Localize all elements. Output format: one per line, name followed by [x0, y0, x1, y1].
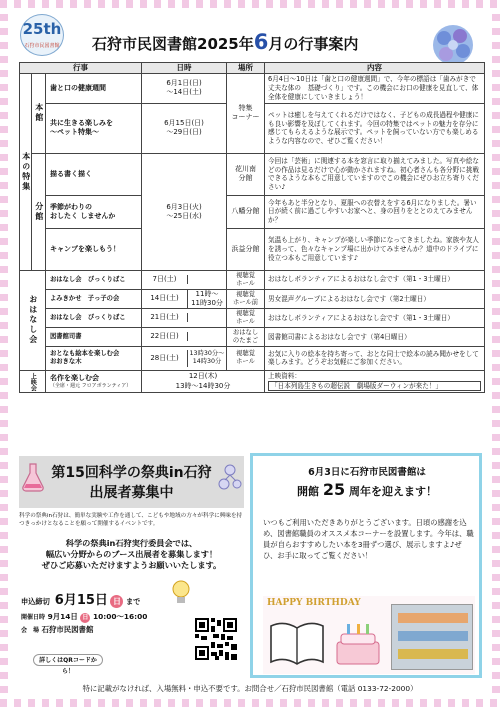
header-event: 行事	[20, 63, 142, 74]
event-date: 7日(土)	[142, 270, 227, 289]
event-desc: ペットは癒しを与えてくれるだけではなく、子どもの成長過程や健康にも良い影響を及ぼしてくれます。今回の特集ではペットの魅力を存分に感じてもらえるような展示です。ペットを飼っていない方でも楽しめるような内容なので、ぜひご覧ください！	[265, 103, 485, 153]
event-time: 13時30分〜 14時30分	[189, 350, 225, 366]
event-desc: お気に入りの絵本を持ち寄って、おとな同士で絵本の読み聞かせをして楽しみます。どうぞお気軽にご参加ください。	[265, 346, 485, 370]
event-desc: 図書館司書によるおはなし会です（第4日曜日）	[265, 327, 485, 346]
event-name: おはなし会 ぴっくりばこ	[46, 270, 142, 289]
cake-icon	[331, 618, 385, 670]
section-label-ohanashi: おはなし会	[20, 270, 46, 370]
event-name: 名作を楽しむ会 （全席・週元 フロアボランティア）	[46, 370, 142, 392]
event-name: よみきかせ 子っ子の会	[46, 289, 142, 308]
deadline: 申込締切 6月15日 日 まで	[21, 593, 141, 608]
event-desc: 今回は「芸術」に関連する本を窓言に取り揃えてみました。写真や絵などの作品は見るだけで心が動かされますね。初心者さんも各分野に挑戦できるような本もご用意していますのでこの機会にぜひお立ち寄りください♪	[265, 153, 485, 195]
event-date: 28日(土) 13時30分〜 14時30分	[142, 346, 227, 370]
event-desc: 気温も上がり、キャンプが楽しい季節になってきましたね。家族や友人を誘って、色々なキャンプ場に出かけてみませんか？道中のドライブに役立つ本もご用意しています♪	[265, 228, 485, 270]
anniversary-body: いつもご利用いただきありがとうございます。日頃の感謝を込め、図書館職員のオススメ本コーナーを設置します。今年は、職員が自らおすすめしたい本を3冊ずつ選び、展示しますよ♪ぜひ、お手に取ってご覧ください！	[263, 518, 474, 560]
section-label-movie: 上映会	[20, 370, 46, 392]
event-desc: 男女混声グループによるおはなし会です（第2土曜日）	[265, 289, 485, 308]
flask-icon	[21, 462, 45, 492]
page-title: 石狩市民図書館2025年6月の行事案内	[92, 30, 359, 54]
table-row	[20, 228, 485, 270]
anniversary-panel	[250, 453, 482, 678]
science-title: 第15回科学の祭典in石狩 出展者募集中	[19, 456, 244, 508]
header-date: 日時	[142, 63, 227, 74]
table-row	[20, 346, 485, 370]
event-name: 共に生きる楽しみを 〜ペット特集〜	[46, 103, 142, 153]
logo-sub: 石狩市民図書館	[24, 43, 60, 49]
bookshelf-photo	[391, 604, 473, 670]
event-name: 季節がわりの おしたく しませんか	[46, 195, 142, 228]
header-content: 内容	[265, 63, 485, 74]
event-name: キャンプを楽しもう！	[46, 228, 142, 270]
anniversary-photos	[263, 596, 475, 674]
logo-number: 25th	[22, 20, 62, 38]
event-name: 歯と口の健康週間	[46, 73, 142, 103]
bunkan-label: 分館	[32, 153, 46, 270]
event-name: 図書館司書	[46, 327, 142, 346]
event-place: 八幡分館	[227, 195, 265, 228]
book-icon	[267, 612, 327, 670]
event-date: 14日(土) 11時〜 11時30分	[142, 289, 227, 308]
science-message: 科学の祭典in石狩実行委員会では、 幅広い分野からのブース出展者を募集します！ ぜひご応募いただけますようお願いいたします。	[41, 538, 222, 571]
event-name: おとなも絵本を楽しむ会 おおきな木	[46, 346, 142, 370]
table-row	[20, 270, 485, 289]
bulb-icon	[169, 578, 193, 608]
footer-note: 特に記載がなければ、入場無料・申込不要です。お問合せ／石狩市民図書館（電話 0133-72-2000）	[82, 684, 418, 693]
event-name: おはなし会 ぴっくりばこ	[46, 308, 142, 327]
table-row	[20, 73, 485, 103]
event-place: 特集 コーナー	[227, 73, 265, 153]
schedule-table	[19, 62, 485, 393]
event-desc: 6月4日〜10日は「歯と口の健康週間」で、今年の標語は「歯みがきで 丈夫な体の 基礎づくり」です。この機会にお口の健康を見直して、体全体を健康にしていきましょう！	[265, 73, 485, 103]
ohanashi-time: 11時〜 11時30分	[191, 289, 223, 307]
table-row	[20, 195, 485, 228]
event-date: 6月15日(日) 〜29日(日)	[142, 103, 227, 153]
molecule-icon	[218, 462, 242, 492]
anniversary-logo	[20, 14, 64, 56]
science-description: 科学の祭典in石狩は、簡単な実験や工作を通して、こどもや地域の方々が科学に興味を持つきっかけとなることを願って開催するイベントです。	[19, 513, 243, 527]
birthday-banner: HAPPY BIRTHDAY	[267, 598, 361, 608]
event-desc: おはなしボランティアによるおはなし会です（第1・3土曜日）	[265, 308, 485, 327]
table-row	[20, 370, 485, 392]
event-place: 視聴覚 ホール	[227, 270, 265, 289]
event-info: 開催日時 9月14日 日 10:00〜16:00 会 場 石狩市民図書館	[21, 612, 148, 634]
event-desc: おはなしボランティアによるおはなし会です（第1・3土曜日）	[265, 270, 485, 289]
table-row	[20, 308, 485, 327]
honkan-label: 本館	[32, 73, 46, 153]
event-date: 6月1日(日) 〜14日(土)	[142, 73, 227, 103]
event-place: 花川南 分館	[227, 153, 265, 195]
event-desc: 今年もあと半分となり、夏服への衣替えをする6月になりました。暑い日が続く前に過ごしやすいお家へと、身の回りをととのえてみませんか？	[265, 195, 485, 228]
table-header-row	[20, 63, 485, 74]
event-date: 6月3日(火) 〜25日(水)	[142, 153, 227, 270]
section-label-features: 本の特集	[20, 73, 32, 270]
header-place: 場所	[227, 63, 265, 74]
qr-note: 詳しくはQRコードから！	[33, 654, 103, 666]
science-festival-panel	[19, 456, 244, 678]
table-row	[20, 327, 485, 346]
event-date: 21日(土)	[142, 308, 227, 327]
table-row	[20, 289, 485, 308]
event-place: おはなし のたまご	[227, 327, 265, 346]
event-date: 12日(木) 13時〜14時30分	[142, 370, 265, 392]
event-desc: 上映資料： 「日本列島生きもの超伝説 劇場版ダーウィンが来た！」	[265, 370, 485, 392]
qr-code-icon[interactable]	[195, 618, 237, 660]
event-place: 浜益分館	[227, 228, 265, 270]
event-place: 視聴覚 ホール	[227, 346, 265, 370]
event-date: 22日(日)	[142, 327, 227, 346]
event-place: 視聴覚 ホール前	[227, 289, 265, 308]
event-name: 描る書く描く	[46, 153, 142, 195]
anniversary-title: 6月3日に石狩市民図書館は 開館 25 周年を迎えます！	[297, 467, 437, 500]
table-row	[20, 153, 485, 195]
event-place: 視聴覚 ホール	[227, 308, 265, 327]
